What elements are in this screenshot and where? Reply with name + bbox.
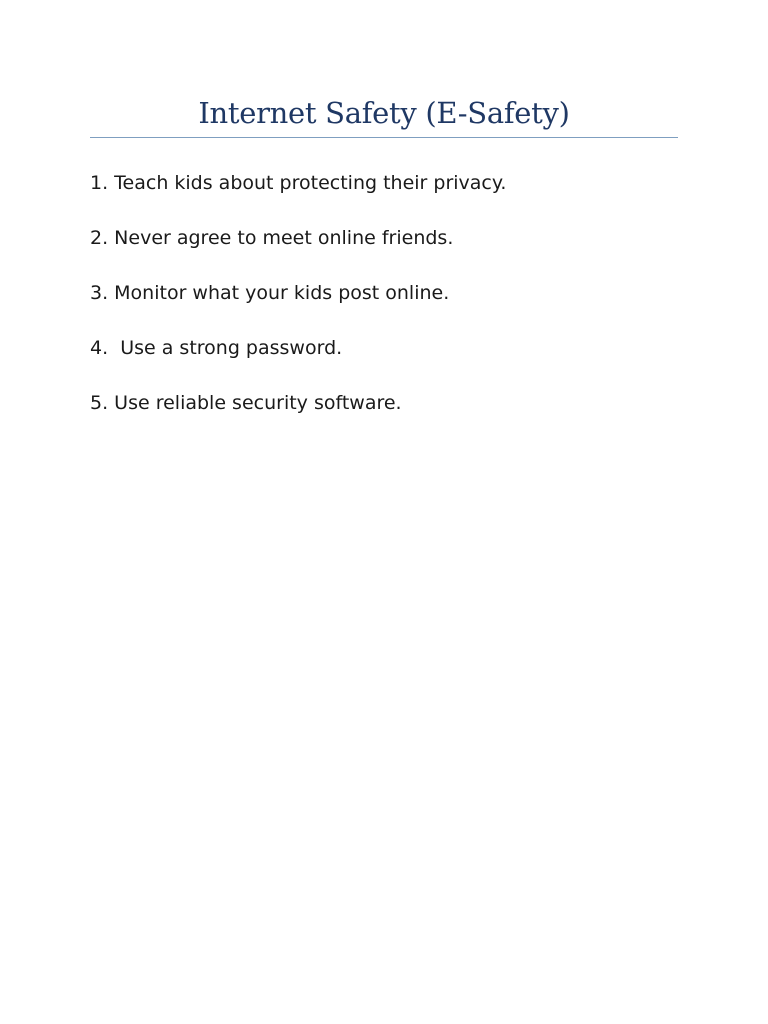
safety-tips-list bbox=[90, 170, 678, 445]
list-item: 4. Use a strong password. bbox=[90, 337, 343, 359]
list-item: 3. Monitor what your kids post online. bbox=[90, 282, 450, 304]
list-item: 5. Use reliable security software. bbox=[90, 392, 402, 414]
list-item: 1. Teach kids about protecting their privacy. bbox=[90, 172, 507, 194]
page-title: Internet Safety (E-Safety) bbox=[198, 96, 570, 130]
list-item: 2. Never agree to meet online friends. bbox=[90, 227, 454, 249]
title-divider bbox=[90, 137, 678, 138]
